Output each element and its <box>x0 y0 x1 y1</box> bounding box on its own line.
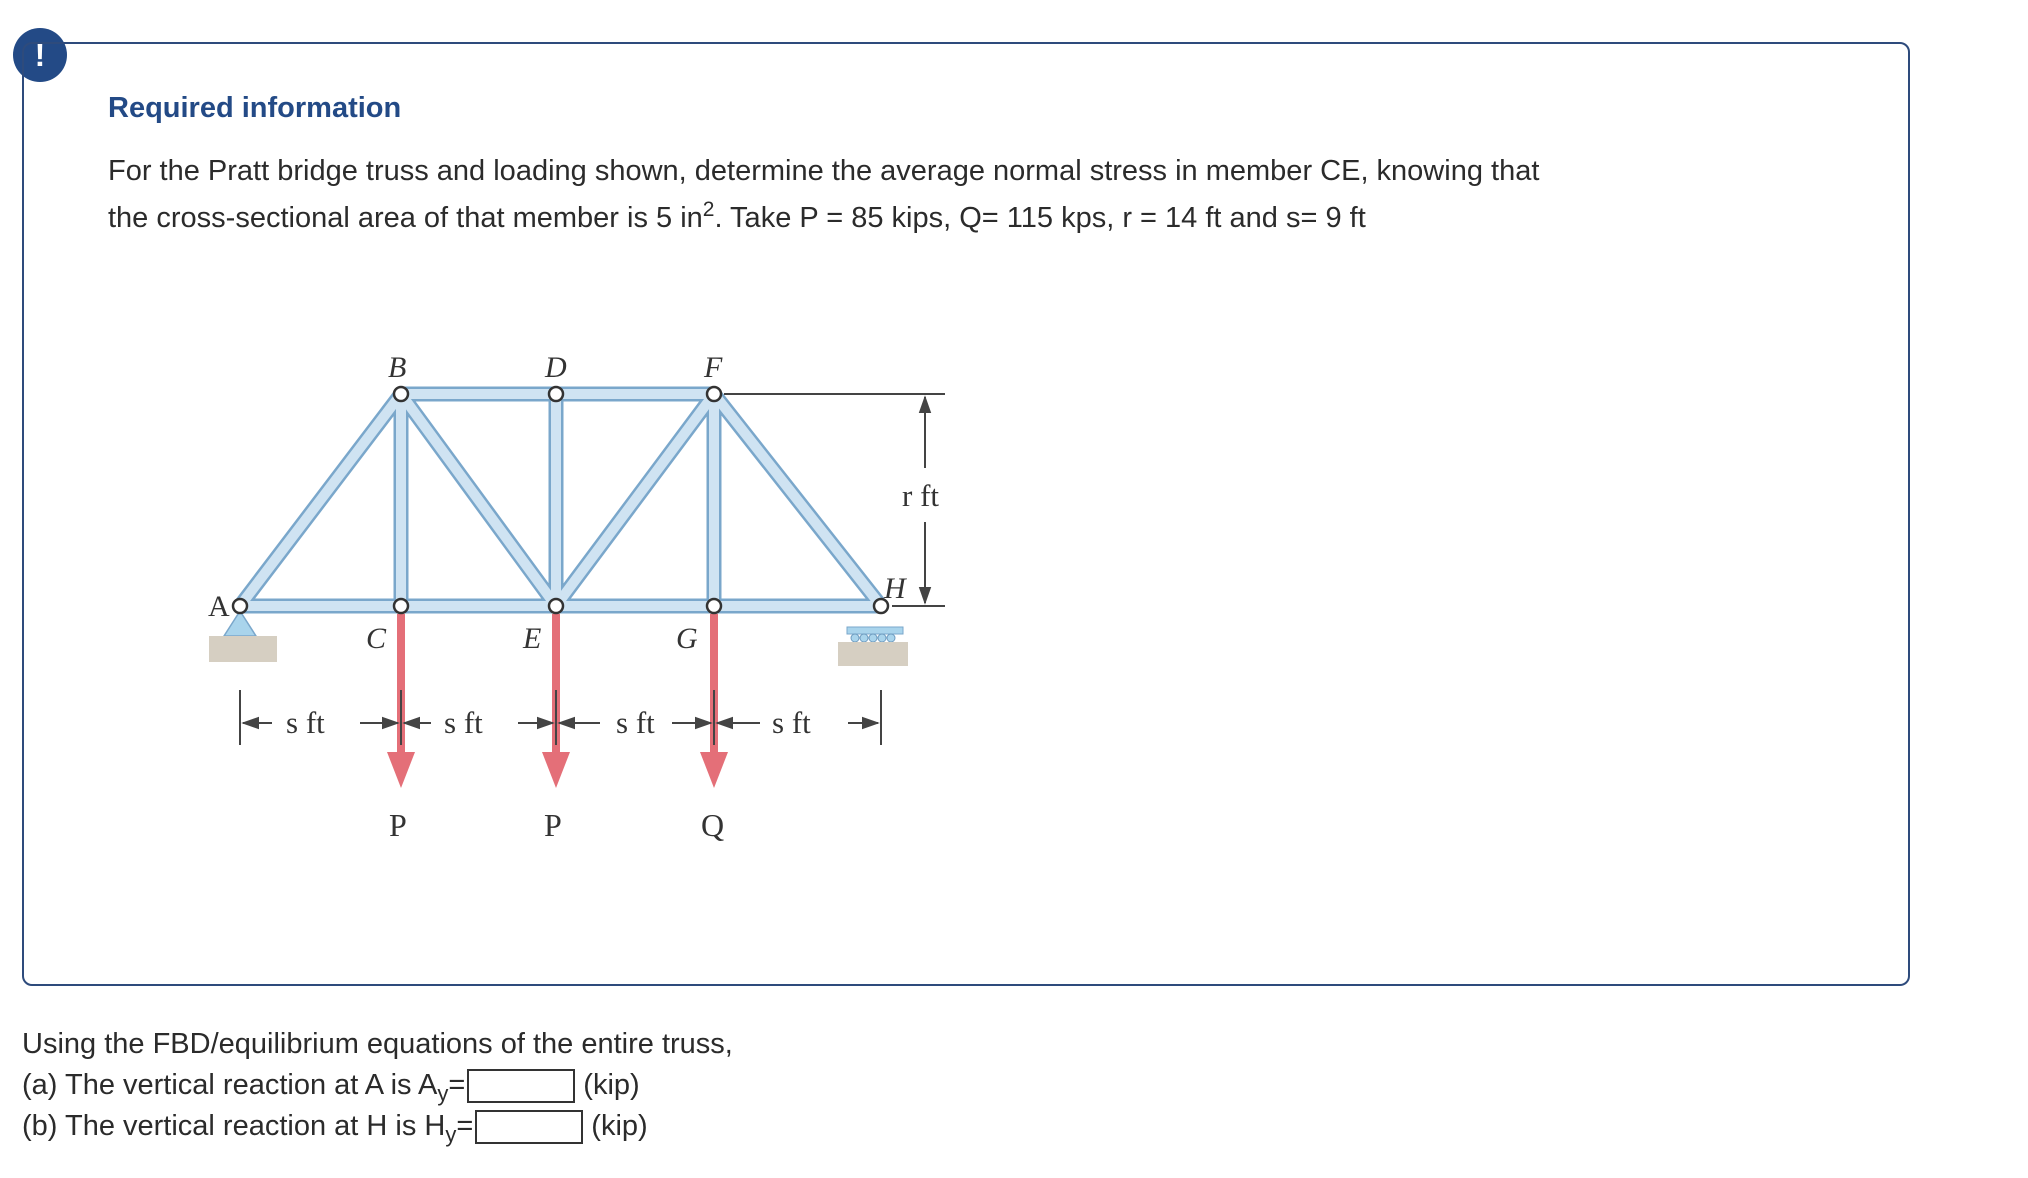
answer-input-hy[interactable] <box>475 1110 583 1144</box>
question-a: (a) The vertical reaction at A is A y = (kip) <box>22 1069 640 1106</box>
joint-label-d: D <box>545 351 567 384</box>
joint-label-f: F <box>704 351 723 384</box>
joint-label-h: H <box>884 572 906 605</box>
load-label-g: Q <box>701 807 725 843</box>
truss-members <box>240 394 881 606</box>
question-intro: Using the FBD/equilibrium equations of the entire truss, <box>22 1028 733 1060</box>
joint-label-c: C <box>366 622 387 655</box>
joint-label-g: G <box>676 622 698 655</box>
span-dim-label-2: s ft <box>444 705 483 740</box>
span-dim-label-1: s ft <box>286 705 325 740</box>
span-dim-label-4: s ft <box>772 705 811 740</box>
roller-support-h <box>838 627 908 666</box>
joint-label-e: E <box>523 622 542 655</box>
alert-icon: ! <box>13 28 67 82</box>
section-heading: Required information <box>108 92 402 124</box>
question-b: (b) The vertical reaction at H is H y = (kip) <box>22 1110 648 1147</box>
load-label-e: P <box>544 807 562 843</box>
load-label-c: P <box>389 807 407 843</box>
problem-line-2: the cross-sectional area of that member is 5 $in^2$. Take P = 85 kips, Q= 115 kps, r = 14 ft and s= 9 ft <box>108 198 1366 234</box>
joint-label-a: A <box>208 590 230 623</box>
answer-input-ay[interactable] <box>467 1069 575 1103</box>
problem-line-1: For the Pratt bridge truss and loading shown, determine the average normal stress in member CE, knowing that <box>108 155 1540 187</box>
question-block <box>22 1024 733 1147</box>
span-dim-label-3: s ft <box>616 705 655 740</box>
height-dim-label: r ft <box>902 478 940 513</box>
joint-label-b: B <box>388 351 407 384</box>
